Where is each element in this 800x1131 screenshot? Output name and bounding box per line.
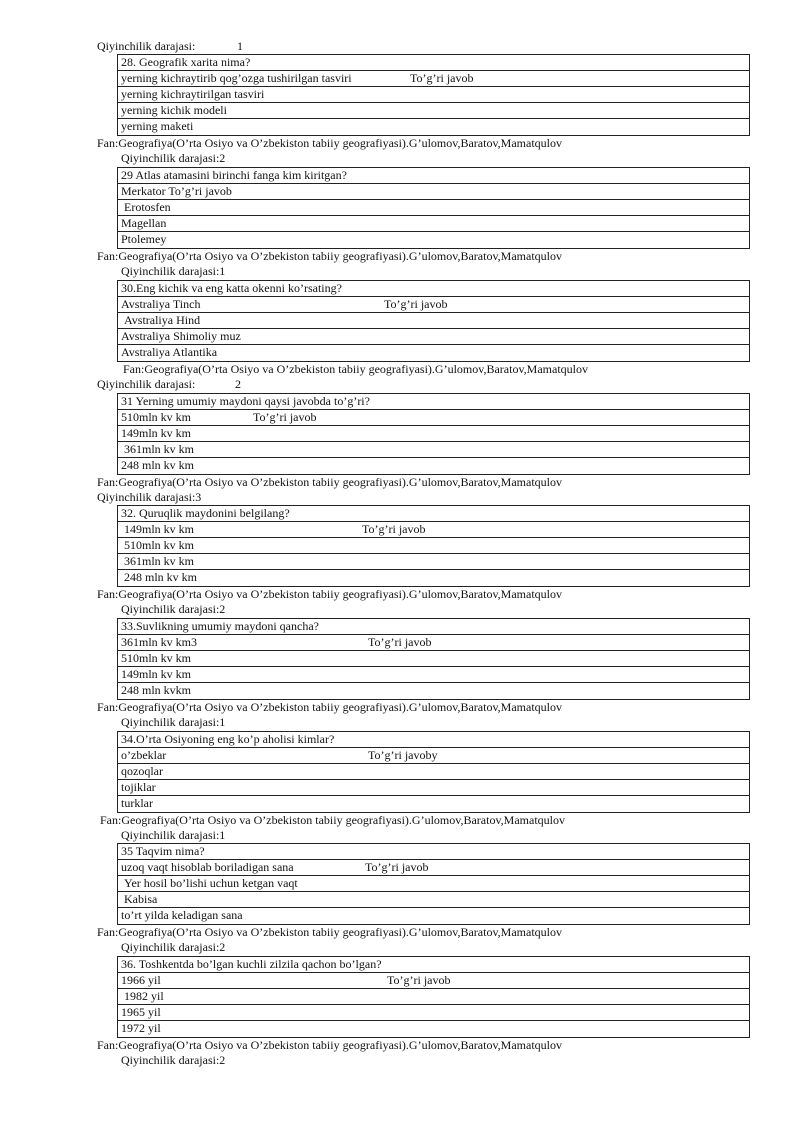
answer-option: to’rt yilda keladigan sana	[121, 908, 243, 922]
subject-line: Fan:Geografiya(O’rta Osiyo va O’zbekiston tabiiy geografiyasi).G’ulomov,Baratov,Mamatqulov	[97, 475, 562, 489]
question-text: 30.Eng kichik va eng katta okenni ko’rsating?	[121, 281, 342, 295]
question-text: 34.O’rta Osiyoning eng ko’p aholisi kimlar?	[121, 732, 335, 746]
difficulty-level: Qiyinchilik darajasi:2	[121, 602, 226, 616]
answer-option: 361mln kv km	[124, 442, 195, 456]
question-text: 32. Quruqlik maydonini belgilang?	[121, 506, 290, 520]
difficulty-level: Qiyinchilik darajasi:1	[121, 715, 226, 729]
correct-answer-mark: To’g’ri javoby	[368, 748, 438, 762]
subject-line: Fan:Geografiya(O’rta Osiyo va O’zbekiston tabiiy geografiyasi).G’ulomov,Baratov,Mamatqulov	[97, 249, 562, 263]
difficulty-level	[97, 377, 241, 392]
answer-option: 361mln kv km3	[121, 635, 198, 649]
difficulty-level-number: 1	[237, 39, 243, 53]
answer-option: yerning maketi	[121, 119, 194, 133]
difficulty-level: Qiyinchilik darajasi:1	[121, 264, 226, 278]
answer-option: Yer hosil bo’lishi uchun ketgan vaqt	[124, 876, 298, 890]
answer-option: 1966 yil	[121, 973, 161, 987]
difficulty-level-label: Qiyinchilik darajasi:	[97, 377, 196, 391]
answer-option: uzoq vaqt hisoblab boriladigan sana	[121, 860, 294, 874]
answer-option: 248 mln kvkm	[121, 683, 192, 697]
answer-option: turklar	[121, 796, 153, 810]
difficulty-level-label: Qiyinchilik darajasi:	[97, 39, 196, 53]
subject-line: Fan:Geografiya(O’rta Osiyo va O’zbekiston tabiiy geografiyasi).G’ulomov,Baratov,Mamatqulov	[97, 587, 562, 601]
answer-option: Kabisa	[124, 892, 158, 906]
difficulty-level	[97, 39, 243, 54]
question-table-28	[117, 54, 750, 136]
answer-option: 510mln kv km	[121, 651, 192, 665]
question-table-35	[117, 843, 750, 925]
answer-option: 1972 yil	[121, 1021, 161, 1035]
answer-option: 248 mln kv km	[121, 458, 195, 472]
answer-option: Avstraliya Hind	[124, 313, 201, 327]
answer-option: 1982 yil	[124, 989, 164, 1003]
correct-answer-mark: To’g’ri javob	[387, 973, 451, 987]
answer-option: 149mln kv km	[121, 426, 192, 440]
answer-option: qozoqlar	[121, 764, 163, 778]
answer-option: 510mln kv km	[121, 410, 192, 424]
correct-answer-mark: To’g’ri javob	[410, 71, 474, 85]
question-text: 36. Toshkentda bo’lgan kuchli zilzila qachon bo’lgan?	[121, 957, 382, 971]
correct-answer-mark: To’g’ri javob	[365, 860, 429, 874]
answer-option: 149mln kv km	[124, 522, 195, 536]
answer-option: yerning kichraytirib qog’ozga tushirilgan tasviri	[121, 71, 352, 85]
answer-option: o’zbeklar	[121, 748, 167, 762]
correct-answer-mark: To’g’ri javob	[253, 410, 317, 424]
difficulty-level: Qiyinchilik darajasi:2	[121, 940, 226, 954]
correct-answer-mark: To’g’ri javob	[362, 522, 426, 536]
answer-option: 510mln kv km	[124, 538, 195, 552]
answer-option: Ptolemey	[121, 232, 167, 246]
answer-option: Erotosfen	[124, 200, 171, 214]
subject-line: Fan:Geografiya(O’rta Osiyo va O’zbekiston tabiiy geografiyasi).G’ulomov,Baratov,Mamatqulov	[123, 362, 588, 376]
question-table-34	[117, 731, 750, 813]
answer-option: Avstraliya Atlantika	[121, 345, 218, 359]
answer-option: yerning kichik modeli	[121, 103, 227, 117]
answer-option: 248 mln kv km	[124, 570, 198, 584]
subject-line: Fan:Geografiya(O’rta Osiyo va O’zbekiston tabiiy geografiyasi).G’ulomov,Baratov,Mamatqulov	[97, 136, 562, 150]
subject-line: Fan:Geografiya(O’rta Osiyo va O’zbekiston tabiiy geografiyasi).G’ulomov,Baratov,Mamatqulov	[100, 813, 565, 827]
question-table-33	[117, 618, 750, 700]
question-table-32	[117, 505, 750, 587]
difficulty-level: Qiyinchilik darajasi:2	[121, 151, 226, 165]
question-text: 29 Atlas atamasini birinchi fanga kim kiritgan?	[121, 168, 347, 182]
question-text: 35 Taqvim nima?	[121, 844, 205, 858]
question-text: 28. Geografik xarita nima?	[121, 55, 251, 69]
difficulty-level: Qiyinchilik darajasi:3	[97, 490, 202, 504]
question-table-30	[117, 280, 750, 362]
subject-line: Fan:Geografiya(O’rta Osiyo va O’zbekiston tabiiy geografiyasi).G’ulomov,Baratov,Mamatqulov	[97, 925, 562, 939]
question-table-29	[117, 167, 750, 249]
subject-line: Fan:Geografiya(O’rta Osiyo va O’zbekiston tabiiy geografiyasi).G’ulomov,Baratov,Mamatqulov	[97, 700, 562, 714]
answer-option: Avstraliya Shimoliy muz	[121, 329, 241, 343]
answer-option: Magellan	[121, 216, 167, 230]
answer-option: 149mln kv km	[121, 667, 192, 681]
answer-option: Avstraliya Tinch	[121, 297, 201, 311]
question-table-36	[117, 956, 750, 1038]
difficulty-level-number: 2	[235, 377, 241, 391]
correct-answer-mark: To’g’ri javob	[384, 297, 448, 311]
question-text: 33.Suvlikning umumiy maydoni qancha?	[121, 619, 319, 633]
question-table-31	[117, 393, 750, 475]
correct-answer-mark: To’g’ri javob	[368, 635, 432, 649]
answer-option: 361mln kv km	[124, 554, 195, 568]
difficulty-level: Qiyinchilik darajasi:2	[121, 1053, 226, 1067]
answer-option: yerning kichraytirilgan tasviri	[121, 87, 265, 101]
difficulty-level: Qiyinchilik darajasi:1	[121, 828, 226, 842]
answer-option: 1965 yil	[121, 1005, 161, 1019]
answer-option: Merkator To’g’ri javob	[121, 184, 232, 198]
subject-line: Fan:Geografiya(O’rta Osiyo va O’zbekiston tabiiy geografiyasi).G’ulomov,Baratov,Mamatqulov	[97, 1038, 562, 1052]
question-text: 31 Yerning umumiy maydoni qaysi javobda to’g’ri?	[121, 394, 370, 408]
answer-option: tojiklar	[121, 780, 156, 794]
